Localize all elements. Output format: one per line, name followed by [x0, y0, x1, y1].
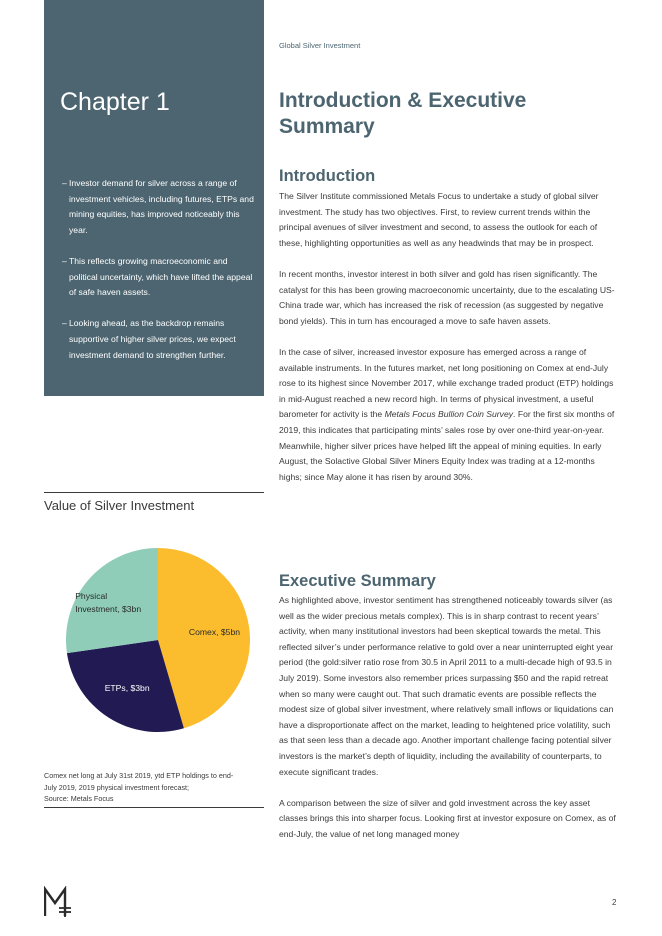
pie-chart — [44, 530, 266, 750]
paragraph: As highlighted above, investor sentiment has strengthened noticeably towards silver (as well as the wider precious metals complex). This is in sharp contrast to recent years’ activity, when many institutional investors had been skeptical towards the metal. This reflected silver’s under performance relative to gold over a near uninterrupted eight year period (the gold:silver ratio rose from 30.5 in April 2011 to a multi-decade high of 93.5 in July 2019). Some investors also remember prices surpassing $50 and the rapid retreat when so many were caught out. That such dramatic events are possible reflects the modest size of global silver investment, where relatively small inflows or liquidations can have a disproportionate affect on the market, leading to heightened price volatility, such as that seen less than a decade ago. Another important challenge facing potential silver investors is the market’s depth of liquidity, including the availability of counterparts, to execute significant trades. — [279, 595, 614, 777]
chapter-title: Chapter 1 — [60, 88, 170, 116]
executive-summary-body — [279, 593, 619, 858]
pie-label-etps: ETPs, $3bn — [104, 682, 150, 693]
chart-caption — [44, 770, 266, 805]
chart-title: Value of Silver Investment — [44, 498, 195, 513]
page-title: Introduction & Executive Summary — [279, 89, 527, 138]
paragraph: The Silver Institute commissioned Metals Focus to undertake a study of global silver investment. The study has two objectives. First, to review current trends within the principal avenues of silver investment and second, to assess the outlook for each of these, highlighting opportunities as well as any headwinds that may be in prospect. — [279, 191, 599, 248]
running-header: Global Silver Investment — [279, 41, 361, 50]
chapter-side-panel — [44, 0, 264, 396]
chart-top-rule — [44, 492, 264, 493]
survey-name: Metals Focus Bullion Coin Survey — [384, 409, 514, 420]
introduction-body — [279, 189, 619, 501]
key-point-text: This reflects growing macroeconomic and political uncertainty, which have lifted the appeal of safe haven assets. — [69, 255, 253, 298]
introduction-heading: Introduction — [279, 167, 376, 185]
key-point-text: Looking ahead, as the backdrop remains supportive of higher silver prices, we expect investment demand to strengthen further. — [69, 318, 236, 360]
key-point — [62, 316, 254, 363]
caption-source: Source: Metals Focus — [44, 794, 114, 803]
key-point — [62, 254, 254, 301]
bullet-dash: – — [62, 178, 67, 188]
key-point — [62, 176, 254, 238]
executive-summary-heading: Executive Summary — [279, 572, 436, 590]
key-point-text: Investor demand for silver across a range of investment vehicles, including futures, ETPs and mining equities, has improved noticeably this year. — [69, 178, 254, 235]
caption-line: Comex net long at July 31st 2019, ytd ETP holdings to end- — [44, 771, 234, 780]
page-number: 2 — [612, 898, 617, 907]
pie-label-comex: Comex, $5bn — [188, 626, 241, 637]
paragraph — [279, 345, 619, 485]
pie-slices — [66, 548, 250, 732]
paragraph-text: . For the first six months of 2019, this indicates that participating mints’ sales rose by over one-third year-on-year. Meanwhile, higher silver prices have helped lift the appeal of mining equities. In early August, the Solactive Global Silver Miners Equity Index was trading at a 12-months highs; since May alone it has risen by around 30%. — [279, 409, 615, 482]
chart-bottom-rule — [44, 807, 264, 808]
key-points-list — [62, 176, 254, 379]
bullet-dash: – — [62, 318, 67, 329]
caption-line: July 2019, 2019 physical investment forecast; — [44, 782, 190, 792]
paragraph-text: In the case of silver, increased investor exposure has emerged across a range of available instruments. In the futures market, net long positioning on Comex at end-July rose to its highest since November 2017, while exchange traded product (ETP) holdings in mid-August reached a new record high. In terms of physical investment, a useful barometer for activity is the — [279, 346, 614, 420]
paragraph: A comparison between the size of silver and gold investment across the key asset classes brings this into sharper focus. Looking first at investor exposure on Comex, as of end-July, the value of net long managed money — [279, 797, 616, 839]
paragraph: In recent months, investor interest in both silver and gold has risen significantly. The catalyst for this has been growing macroeconomic uncertainty, due to the escalating US-China trade war, which has increased the risk of recession (as suggested by negative bond yields). This in turn has encouraged a move to safe haven assets. — [279, 268, 615, 326]
pie-label-physical-investment: Physical Investment, $3bn — [75, 591, 142, 615]
metals-focus-logo-icon — [44, 886, 72, 918]
bullet-dash: – — [62, 255, 67, 266]
